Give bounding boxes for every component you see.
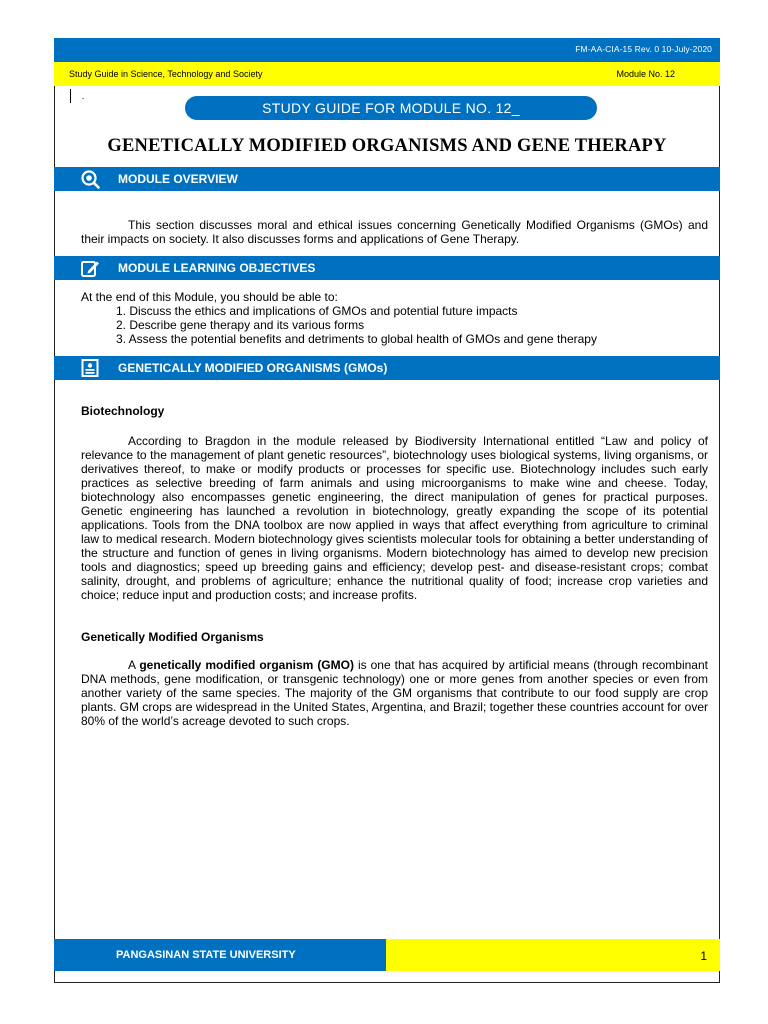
subject-label: Study Guide in Science, Technology and Society bbox=[69, 69, 263, 79]
gmo-paragraph bbox=[81, 658, 708, 728]
dash-mark: - bbox=[82, 96, 85, 103]
page-number: 1 bbox=[700, 949, 707, 963]
gmo-heading: Genetically Modified Organisms bbox=[81, 630, 264, 644]
university-name: PANGASINAN STATE UNIVERSITY bbox=[116, 949, 296, 961]
page-title: GENETICALLY MODIFIED ORGANISMS AND GENE THERAPY bbox=[107, 136, 667, 156]
biotechnology-heading: Biotechnology bbox=[81, 404, 165, 418]
section-gmos bbox=[54, 356, 720, 380]
footer-university-bar bbox=[54, 939, 386, 971]
biotechnology-paragraph: According to Bragdon in the module released by Biodiversity International entitled “Law and policy of relevance to the management of plant genetic resources”, biotechnology uses biological systems, living organisms, or derivatives thereof, to make or modify products or processes for specific use. Biotechnology includes such early practices as selective breeding of farm animals and using microorganisms to make wine and cheese. Today, biotechnology also encompasses genetic engineering, the direct manipulation of genes for practical purposes. Genetic engineering has launched a revolution in biotechnology, greatly expanding the scope of its potential applications. Tools from the DNA toolbox are now applied in ways that affect everything from agriculture to criminal law to medical research. Modern biotechnology gives scientists molecular tools for obtaining a better understanding of the structure and function of genes in living organisms. Modern biotechnology has aimed to develop new precision tools and diagnostics; speed up breeding gains and efficiency; develop pest- and disease-resistant crops; combat salinity, drought, and problems of agriculture; enhance the nutritional quality of food; increase crop varieties and choice; reduce input and production costs; and increase profits. bbox=[81, 434, 708, 602]
form-code: FM-AA-CIA-15 Rev. 0 10-July-2020 bbox=[575, 44, 712, 54]
section-label: MODULE LEARNING OBJECTIVES bbox=[118, 261, 316, 275]
footer-page-bar bbox=[386, 939, 720, 971]
objectives-intro: At the end of this Module, you should be able to: bbox=[81, 290, 338, 304]
list-item: 2. Describe gene therapy and its various forms bbox=[116, 318, 365, 332]
section-module-overview bbox=[54, 167, 720, 191]
list-item: 3. Assess the potential benefits and detriments to global health of GMOs and gene therapy bbox=[116, 332, 597, 346]
profile-card-icon bbox=[80, 358, 100, 378]
gmo-lead: A bbox=[128, 658, 140, 672]
list-item: 1. Discuss the ethics and implications of GMOs and potential future impacts bbox=[116, 304, 518, 318]
text-cursor bbox=[70, 89, 71, 103]
study-guide-title: STUDY GUIDE FOR MODULE NO. 12_ bbox=[185, 96, 597, 120]
pencil-edit-icon bbox=[80, 258, 100, 278]
module-number: Module No. 12 bbox=[616, 69, 675, 79]
gmo-definition: is one that has acquired by artificial means (through recombinant DNA methods, gene modification, or transgenic technology) one or more genes from another species or even from another variety of the same species. The majority of the GM organisms that contribute to our food supply are crop plants. GM crops are widespread in the United States, Argentina, and Brazil; together these countries account for over 80% of the world’s acreage devoted to such crops. bbox=[81, 658, 708, 728]
section-label: GENETICALLY MODIFIED ORGANISMS (GMOs) bbox=[118, 361, 388, 375]
gmo-term: genetically modified organism (GMO) bbox=[139, 658, 354, 672]
overview-paragraph: This section discusses moral and ethical issues concerning Genetically Modified Organisms (GMOs) and their impacts on society. It also discusses forms and applications of Gene Therapy. bbox=[81, 218, 708, 246]
header-blue-bar bbox=[54, 38, 720, 62]
header-yellow-bar bbox=[54, 62, 720, 86]
section-learning-objectives bbox=[54, 256, 720, 280]
section-label: MODULE OVERVIEW bbox=[118, 172, 238, 186]
magnifier-icon bbox=[80, 169, 100, 189]
objectives-list bbox=[116, 304, 597, 346]
